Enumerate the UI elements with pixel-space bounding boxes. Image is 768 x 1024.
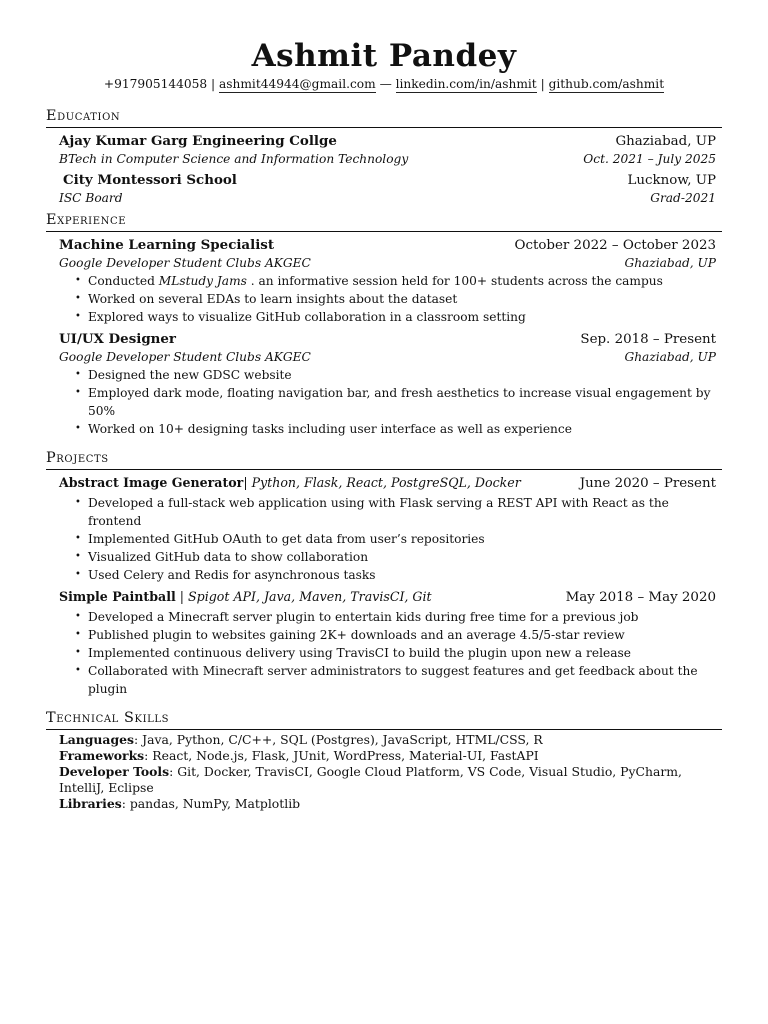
list-item [75,494,716,530]
bullet-text-emphasis: MLstudy Jams [158,274,247,288]
organization: Google Developer Student Clubs AKGEC [59,256,311,270]
section-title-education: Education [46,106,722,128]
list-item [75,662,716,698]
skill-value: Java, Python, C/C++, SQL (Postgres), JavaScript, HTML/CSS, R [142,732,543,747]
skill-separator: : [121,796,130,811]
skill-label: Developer Tools [59,764,170,779]
bullet-icon: • [75,293,81,304]
project-entry [59,588,716,698]
education-entry-header [59,171,716,190]
degree: BTech in Computer Science and Information Technology [59,152,409,166]
bullet-icon: • [75,533,81,544]
school-location: Ghaziabad, UP [615,134,716,149]
list-item [75,626,716,644]
skill-label: Libraries [59,796,122,811]
list-item [75,384,716,420]
linkedin-link[interactable]: linkedin.com/in/ashmit [395,77,537,91]
project-separator: | [175,589,189,604]
experience-entry-details [59,255,716,271]
list-item [75,566,716,584]
skill-row [59,748,722,764]
bullet-icon: • [75,665,81,676]
job-location: Ghaziabad, UP [624,350,716,364]
skills-section [46,732,722,812]
bullet-text-suffix: . an informative session held for 100+ students across the campus [246,274,663,288]
experience-entry [59,330,716,438]
bullet-icon: • [75,275,81,286]
skill-label: Frameworks [59,748,145,763]
bullet-text-prefix: Conducted [88,274,159,288]
bullet-text: Explored ways to visualize GitHub collaboration in a classroom setting [88,310,526,324]
project-dates: May 2018 – May 2020 [565,590,716,605]
skill-value: pandas, NumPy, Matplotlib [129,796,301,811]
job-dates: October 2022 – October 2023 [514,238,716,253]
school-name: City Montessori School [63,172,237,188]
skill-row [59,764,722,796]
list-item [75,366,716,384]
experience-section [46,236,722,438]
bullet-text: Used Celery and Redis for asynchronous tasks [88,568,376,582]
bullet-icon: • [75,647,81,658]
bullet-text: Implemented continuous delivery using TravisCI to build the plugin upon new a release [88,646,631,660]
bullet-icon: • [75,569,81,580]
bullet-list [59,272,716,326]
bullet-icon: • [75,423,81,434]
bullet-icon: • [75,311,81,322]
bullet-text: Worked on several EDAs to learn insights about the dataset [88,292,458,306]
list-item [75,420,716,438]
experience-entry-details [59,349,716,365]
skill-separator: : [169,764,178,779]
experience-entry-header [59,236,716,255]
section-title-technical-skills: Technical Skills [46,708,722,730]
project-title [59,588,432,606]
school-location: Lucknow, UP [627,173,716,188]
project-title [59,474,521,492]
skill-value: Git, Docker, TravisCI, Google Cloud Platform, VS Code, Visual Studio, PyCharm, IntelliJ, Eclipse [59,764,682,795]
bullet-text: Developed a Minecraft server plugin to entertain kids during free time for a previous job [88,610,639,624]
education-dates: Grad-2021 [650,191,716,205]
candidate-name: Ashmit Pandey [251,38,517,74]
projects-section [46,474,722,698]
skill-row [59,796,722,812]
bullet-text: Designed the new GDSC website [88,368,292,382]
list-item [75,530,716,548]
bullet-text: Implemented GitHub OAuth to get data from user’s repositories [88,532,485,546]
list-item [75,290,716,308]
bullet-icon: • [75,629,81,640]
github-link[interactable]: github.com/ashmit [548,77,665,91]
project-name: Abstract Image Generator [59,475,244,490]
skill-separator: : [133,732,143,747]
project-entry [59,474,716,584]
education-entry [59,171,716,206]
job-role: Machine Learning Specialist [59,237,275,253]
project-tech: Python, Flask, React, PostgreSQL, Docker [251,475,521,490]
skill-row [59,732,722,748]
bullet-list [59,494,716,584]
bullet-icon: • [75,369,81,380]
skill-separator: : [144,748,153,763]
school-name: Ajay Kumar Garg Engineering Collge [59,133,337,149]
section-title-experience: Experience [46,210,722,232]
skill-label: Languages [59,732,134,747]
experience-entry-header [59,330,716,349]
education-entry-details [59,151,716,167]
education-section [46,132,722,206]
section-title-projects: Projects [46,448,722,470]
skill-value: React, Node.js, Flask, JUnit, WordPress, Material-UI, FastAPI [152,748,539,763]
bullet-text: Published plugin to websites gaining 2K+ downloads and an average 4.5/5-star review [88,628,625,642]
job-dates: Sep. 2018 – Present [580,332,716,347]
bullet-list [59,608,716,698]
contact-separator: | [536,77,549,91]
project-entry-header [59,474,716,493]
list-item [75,308,716,326]
bullet-icon: • [75,497,81,508]
contact-separator: — [375,77,396,91]
email-link[interactable]: ashmit44944@gmail.com [219,77,376,91]
bullet-text: Visualized GitHub data to show collaboration [88,550,369,564]
job-location: Ghaziabad, UP [624,256,716,270]
bullet-text: Collaborated with Minecraft server administrators to suggest features and get feedback about the plugin [88,664,698,696]
phone-number: +917905144058 [103,77,208,91]
experience-entry [59,236,716,326]
bullet-text: Worked on 10+ designing tasks including user interface as well as experience [88,422,572,436]
contact-separator: | [207,77,219,91]
bullet-icon: • [75,387,81,398]
list-item [75,644,716,662]
organization: Google Developer Student Clubs AKGEC [59,350,311,364]
bullet-text: Employed dark mode, floating navigation bar, and fresh aesthetics to increase visual engagement by 50% [88,386,711,418]
project-name: Simple Paintball [59,589,176,604]
bullet-icon: • [75,611,81,622]
list-item [75,608,716,626]
project-entry-header [59,588,716,607]
bullet-text: Developed a full-stack web application using with Flask serving a REST API with React as the frontend [88,496,669,528]
list-item [75,272,716,290]
contact-line [46,76,722,92]
education-entry-header [59,132,716,151]
list-item [75,548,716,566]
education-dates: Oct. 2021 – July 2025 [583,152,716,166]
bullet-icon: • [75,551,81,562]
education-entry [59,132,716,167]
bullet-list [59,366,716,438]
resume-page [46,36,722,812]
degree: ISC Board [59,191,123,205]
project-dates: June 2020 – Present [579,476,716,491]
education-entry-details [59,190,716,206]
project-separator: | [243,475,252,490]
project-tech: Spigot API, Java, Maven, TravisCI, Git [188,589,432,604]
job-role: UI/UX Designer [59,331,176,347]
